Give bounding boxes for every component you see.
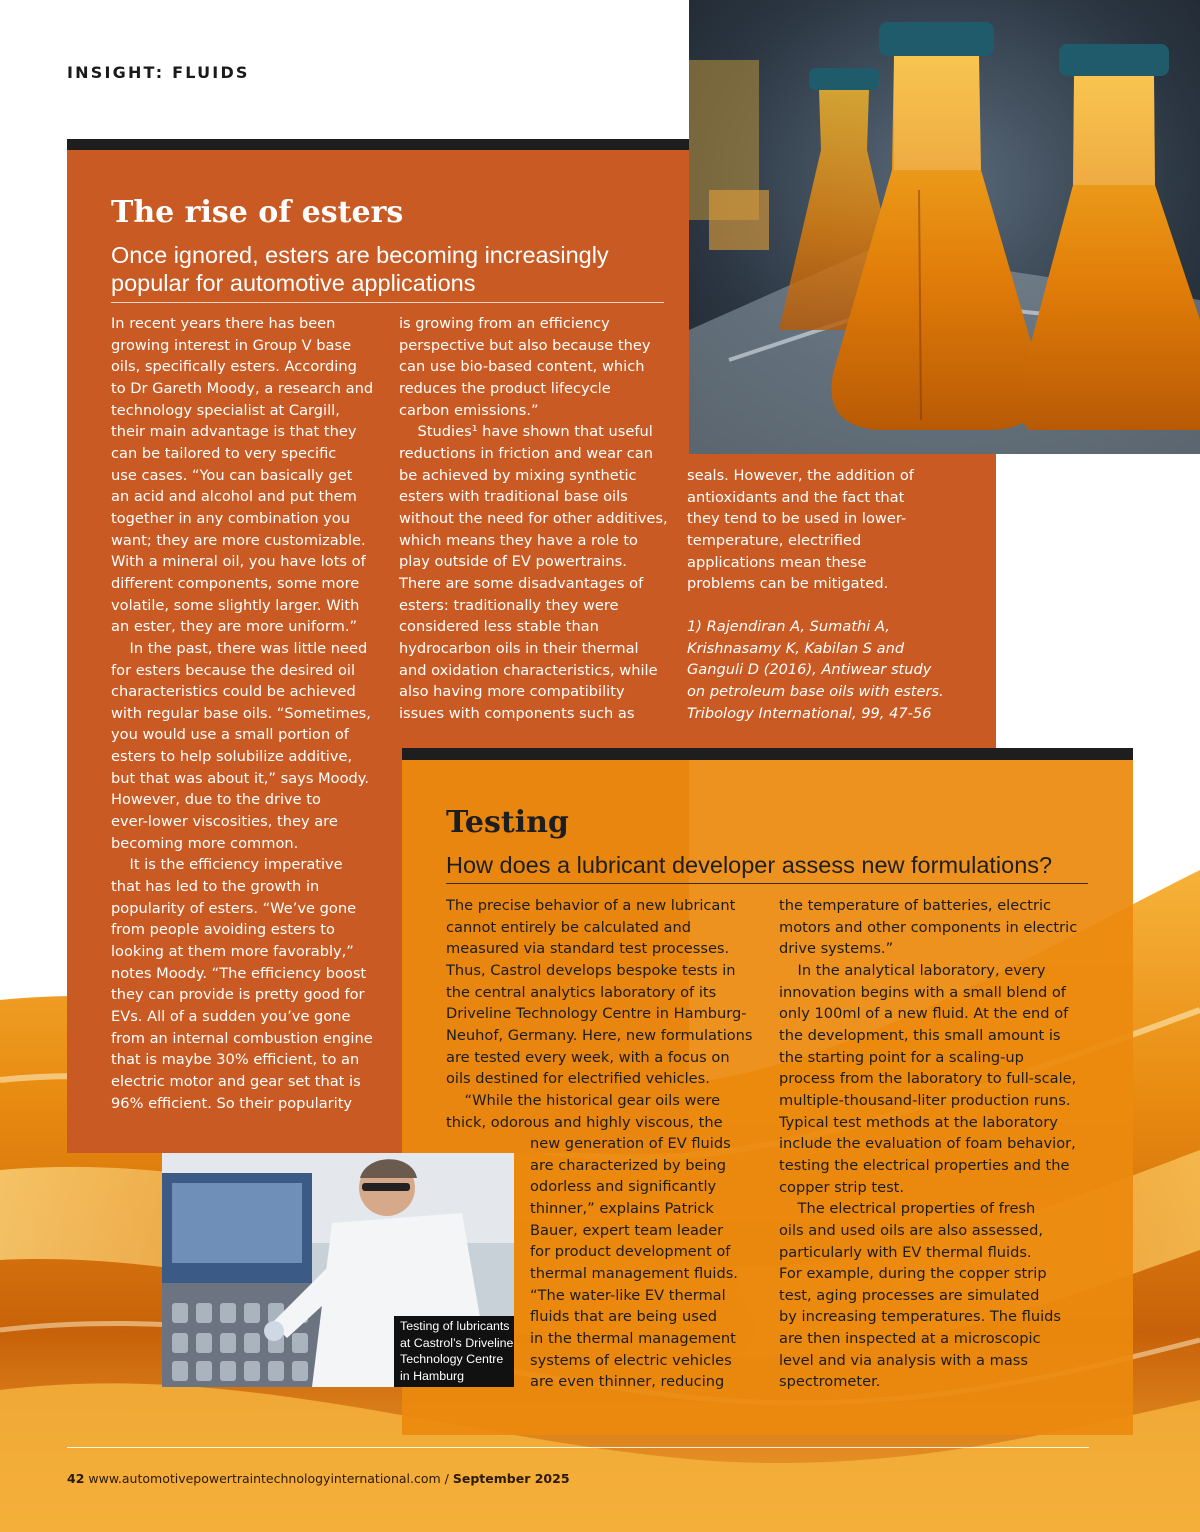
body-line: play outside of EV powertrains.: [399, 553, 627, 571]
body-line: issues with components such as: [399, 704, 635, 722]
body-line: are tested every week, with a focus on: [446, 1048, 730, 1066]
esters-column-3: [687, 465, 914, 595]
body-line: electric motor and gear set that is: [111, 1072, 361, 1090]
body-line: oils, specifically esters. According: [111, 358, 357, 376]
body-line: technology specialist at Cargill,: [111, 401, 340, 419]
esters-standfirst-line: popular for automotive applications: [111, 270, 476, 296]
body-line: can use bio-based content, which: [399, 358, 645, 376]
body-line: ever-lower viscosities, they are: [111, 813, 338, 831]
body-line: drive systems.”: [779, 940, 894, 958]
body-line: new generation of EV fluids: [530, 1135, 731, 1152]
testing-standfirst: How does a lubricant developer assess new formulations?: [446, 852, 1053, 878]
body-line: 96% efficient. So their popularity: [111, 1094, 353, 1112]
issue-date: September 2025: [452, 1471, 570, 1486]
body-line: process from the laboratory to full-scale,: [779, 1070, 1077, 1088]
body-line: measured via standard test processes.: [446, 940, 730, 958]
caption-line: Technology Centre: [400, 1352, 504, 1366]
body-line: Typical test methods at the laboratory: [779, 1113, 1058, 1131]
body-line: are characterized by being: [530, 1156, 727, 1174]
body-line: the starting point for a scaling-up: [779, 1048, 1024, 1066]
body-line: the temperature of batteries, electric: [779, 897, 1052, 914]
esters-standfirst-line: Once ignored, esters are becoming increasingly: [111, 242, 609, 268]
body-line: oils destined for electrified vehicles.: [446, 1070, 710, 1088]
body-line: thinner,” explains Patrick: [530, 1199, 714, 1217]
body-line: Studies¹ have shown that useful: [399, 423, 653, 441]
body-line: perspective but also because they: [399, 336, 651, 354]
body-line: particularly with EV thermal fluids.: [779, 1243, 1032, 1261]
body-line: Neuhof, Germany. Here, new formulations: [446, 1026, 753, 1044]
body-line: Bauer, expert team leader: [530, 1221, 724, 1239]
page-number: 42: [67, 1471, 85, 1486]
body-line: different components, some more: [111, 574, 360, 592]
body-line: Thus, Castrol develops bespoke tests in: [446, 961, 736, 979]
body-line: with regular base oils. “Sometimes,: [111, 704, 371, 722]
body-line: fluids that are being used: [530, 1308, 718, 1326]
body-line: “The water-like EV thermal: [530, 1286, 726, 1304]
body-line: the central analytics laboratory of its: [446, 983, 717, 1001]
testing-divider: [446, 883, 1088, 884]
testing-title: Testing: [446, 805, 569, 840]
body-line: for esters because the desired oil: [111, 661, 355, 679]
testing-column-1-top: [446, 895, 753, 1133]
body-line: temperature, electrified: [687, 531, 862, 549]
esters-divider: [111, 302, 664, 303]
body-line: is growing from an efficiency: [399, 315, 610, 332]
body-line: without the need for other additives,: [399, 509, 668, 527]
body-line: becoming more common.: [111, 834, 299, 852]
body-line: an ester, they are more uniform.”: [111, 618, 358, 636]
body-line: include the evaluation of foam behavior,: [779, 1135, 1076, 1153]
body-line: thermal management fluids.: [530, 1264, 738, 1282]
body-line: “While the historical gear oils were: [446, 1091, 721, 1109]
testing-column-1-bottom: [530, 1133, 738, 1393]
body-line: volatile, some slightly larger. With: [111, 596, 360, 614]
body-line: With a mineral oil, you have lots of: [111, 553, 366, 571]
body-line: reduces the product lifecycle: [399, 379, 611, 397]
body-line: motors and other components in electric: [779, 918, 1078, 936]
body-line: EVs. All of a sudden you’ve gone: [111, 1008, 351, 1025]
body-line: hydrocarbon oils in their thermal: [399, 639, 639, 657]
body-line: considered less stable than: [399, 618, 599, 636]
body-line: multiple-thousand-liter production runs.: [779, 1091, 1071, 1109]
body-line: that has led to the growth in: [111, 878, 320, 896]
body-line: to Dr Gareth Moody, a research and: [111, 379, 374, 397]
body-line: systems of electric vehicles: [530, 1351, 732, 1369]
body-line: only 100ml of a new fluid. At the end of: [779, 1005, 1069, 1023]
esters-column-2: [399, 313, 668, 724]
esters-reference: [687, 616, 944, 724]
caption-line: Testing of lubricants: [400, 1319, 510, 1333]
body-line: It is the efficiency imperative: [111, 856, 343, 874]
body-line: odorless and significantly: [530, 1178, 717, 1196]
body-line: but that was about it,” says Moody.: [111, 769, 369, 787]
body-line: from people avoiding esters to: [111, 921, 335, 939]
body-line: they can provide is pretty good for: [111, 986, 365, 1004]
body-line: For example, during the copper strip: [779, 1265, 1047, 1283]
body-line: thick, odorous and highly viscous, the: [446, 1113, 723, 1131]
body-line: spectrometer.: [779, 1373, 881, 1391]
body-line: from an internal combustion engine: [111, 1029, 373, 1047]
body-line: looking at them more favorably,”: [111, 943, 354, 961]
body-line: an acid and alcohol and put them: [111, 488, 357, 506]
body-line: level and via analysis with a mass: [779, 1351, 1028, 1369]
body-line: which means they have a role to: [399, 531, 638, 549]
esters-standfirst: [111, 241, 609, 297]
body-line: for product development of: [530, 1243, 731, 1261]
body-line: notes Moody. “The efficiency boost: [111, 964, 367, 982]
body-line: their main advantage is that they: [111, 423, 357, 441]
body-line: copper strip test.: [779, 1178, 905, 1196]
body-line: test, aging processes are simulated: [779, 1286, 1040, 1304]
body-line: testing the electrical properties and the: [779, 1156, 1070, 1174]
body-line: that is maybe 30% efficient, to an: [111, 1051, 360, 1069]
body-line: cannot entirely be calculated and: [446, 918, 691, 936]
body-line: The electrical properties of fresh: [779, 1200, 1036, 1218]
body-line: the development, this small amount is: [779, 1026, 1061, 1044]
body-line: esters: traditionally they were: [399, 596, 619, 614]
section-label: INSIGHT: FLUIDS: [67, 63, 250, 82]
body-line: growing interest in Group V base: [111, 336, 352, 354]
body-line: and oxidation characteristics, while: [399, 661, 658, 679]
lab-flasks-photo: [689, 0, 1200, 454]
body-line: However, due to the drive to: [111, 791, 321, 809]
body-line: innovation begins with a small blend of: [779, 983, 1066, 1001]
reference-line: Ganguli D (2016), Antiwear study: [687, 661, 932, 679]
caption-line: in Hamburg: [400, 1368, 465, 1383]
body-line: In the analytical laboratory, every: [779, 961, 1046, 979]
footer-divider: [67, 1447, 1089, 1448]
body-line: want; they are more customizable.: [111, 531, 366, 549]
body-line: oils and used oils are also assessed,: [779, 1221, 1044, 1239]
body-line: The precise behavior of a new lubricant: [446, 897, 736, 914]
body-line: together in any combination you: [111, 509, 350, 527]
testing-column-2: [779, 895, 1077, 1393]
body-line: seals. However, the addition of: [687, 467, 914, 484]
body-line: In the past, there was little need: [111, 639, 368, 657]
footer-separator: /: [444, 1471, 449, 1486]
caption-line: at Castrol’s Driveline: [400, 1335, 514, 1350]
body-line: antioxidants and the fact that: [687, 488, 905, 506]
body-line: use cases. “You can basically get: [111, 466, 353, 484]
body-line: esters with traditional base oils: [399, 488, 628, 506]
reference-line: on petroleum base oils with esters.: [687, 682, 944, 700]
reference-line: Krishnasamy K, Kabilan S and: [687, 639, 905, 657]
esters-title: The rise of esters: [111, 195, 404, 230]
reference-line: Tribology International, 99, 47-56: [687, 704, 932, 722]
body-line: you would use a small portion of: [111, 726, 349, 744]
body-line: popularity of esters. “We’ve gone: [111, 899, 357, 917]
esters-column-1: [111, 313, 373, 1114]
body-line: also having more compatibility: [399, 683, 625, 701]
body-line: reductions in friction and wear can: [399, 444, 653, 462]
body-line: carbon emissions.”: [399, 401, 539, 419]
body-line: characteristics could be achieved: [111, 683, 356, 701]
body-line: by increasing temperatures. The fluids: [779, 1308, 1062, 1326]
body-line: applications mean these: [687, 553, 867, 571]
body-line: are even thinner, reducing: [530, 1373, 725, 1391]
body-line: in the thermal management: [530, 1329, 736, 1347]
body-line: they tend to be used in lower-: [687, 510, 907, 528]
page-footer: [67, 1471, 570, 1486]
reference-line: 1) Rajendiran A, Sumathi A,: [687, 618, 890, 635]
body-line: can be tailored to very specific: [111, 444, 337, 462]
body-line: Driveline Technology Centre in Hamburg-: [446, 1005, 747, 1023]
body-line: are then inspected at a microscopic: [779, 1330, 1041, 1348]
body-line: be achieved by mixing synthetic: [399, 466, 637, 484]
body-line: There are some disadvantages of: [399, 574, 644, 592]
footer-url[interactable]: www.automotivepowertraintechnologyinternational.com: [88, 1471, 441, 1486]
photo-caption: [394, 1316, 514, 1387]
body-line: problems can be mitigated.: [687, 575, 889, 593]
body-line: In recent years there has been: [111, 315, 336, 332]
body-line: esters to help solubilize additive,: [111, 748, 353, 766]
